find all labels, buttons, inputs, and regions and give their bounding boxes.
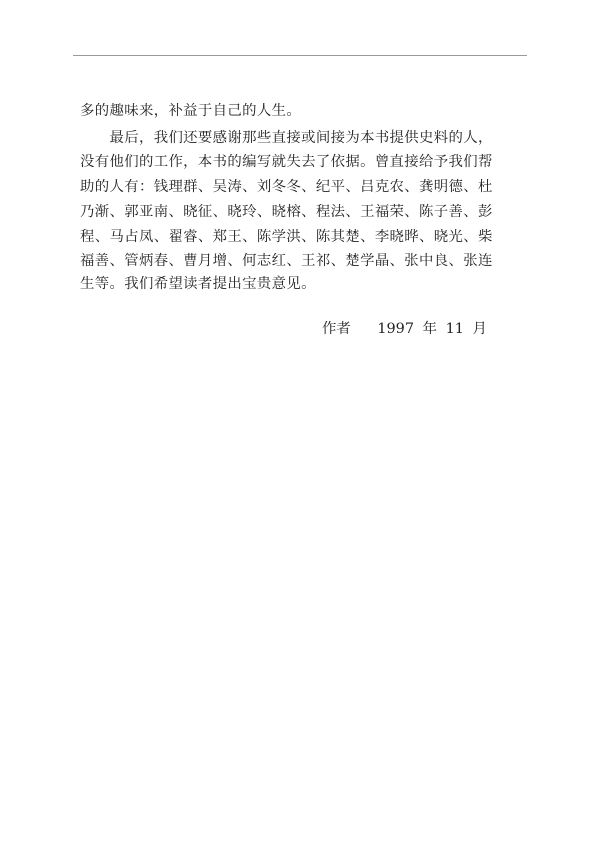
signature-year: 1997	[377, 321, 414, 337]
text-line-4: 助的人有：钱理群、吴涛、刘冬冬、纪平、吕克农、龚明德、杜	[80, 179, 493, 195]
text-line-8: 生等。我们希望读者提出宝贵意见。	[80, 276, 316, 292]
text-line-1: 多的趣味来，补益于自己的人生。	[80, 103, 302, 119]
signature-month: 11	[445, 321, 464, 337]
top-rule	[73, 55, 527, 56]
text-line-2: 最后，我们还要感谢那些直接或间接为本书提供史料的人，	[80, 130, 493, 146]
text-line-3: 没有他们的工作，本书的编写就失去了依据。曾直接给予我们帮	[80, 154, 493, 170]
signature-author: 作者	[322, 321, 351, 337]
signature	[322, 319, 487, 339]
text-line-5: 乃渐、郭亚南、晓征、晓玲、晓榕、程法、王福荣、陈子善、彭	[80, 204, 493, 220]
text-line-6: 程、马占凤、翟睿、郑王、陈学洪、陈其楚、李晓晔、晓光、柴	[80, 229, 493, 245]
signature-year-unit: 年	[422, 321, 437, 337]
text-line-7: 福善、管炳春、曹月增、何志红、王祁、楚学晶、张中良、张连	[80, 253, 493, 269]
signature-month-unit: 月	[472, 321, 487, 337]
